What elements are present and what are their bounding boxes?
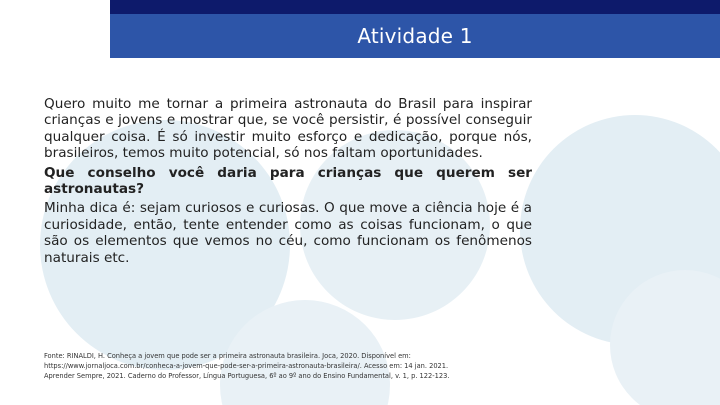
source-line: https://www.jornaljoca.com.br/conheca-a-jovem-que-pode-ser-a-primeira-astronauta-brasileira/. Acesso em: 14 jan. 2021. [44, 361, 449, 370]
source-line: Fonte: RINALDI, H. Conheça a jovem que pode ser a primeira astronauta brasileira. Joca, 2020. Disponível em: [44, 351, 411, 360]
title-banner [110, 0, 720, 58]
slide-title: Atividade 1 [357, 24, 473, 48]
title-banner-top-strip [110, 0, 720, 14]
interview-question: Que conselho você daria para crianças que querem ser astronautas? [44, 164, 532, 198]
source-citation [44, 351, 664, 381]
source-line: Aprender Sempre, 2021. Caderno do Professor, Língua Portuguesa, 6º ao 9º ano do Ensino Fundamental, v. 1, p. 122-123. [44, 371, 450, 380]
slide-body [44, 96, 532, 266]
title-banner-main [110, 14, 720, 58]
interview-quote: Quero muito me tornar a primeira astronauta do Brasil para inspirar crianças e jovens e mostrar que, se você persistir, é possível conseguir qualquer coisa. É só investir muito esforço e dedicação, porque nós, brasileiros, temos muito potencial, só nos faltam oportunidades. [44, 96, 532, 162]
interview-answer: Minha dica é: sejam curiosos e curiosas. O que move a ciência hoje é a curiosidade, então, tente entender como as coisas funcionam, o que são os elementos que vemos no céu, como funcionam os fenômenos naturais etc. [44, 200, 532, 266]
